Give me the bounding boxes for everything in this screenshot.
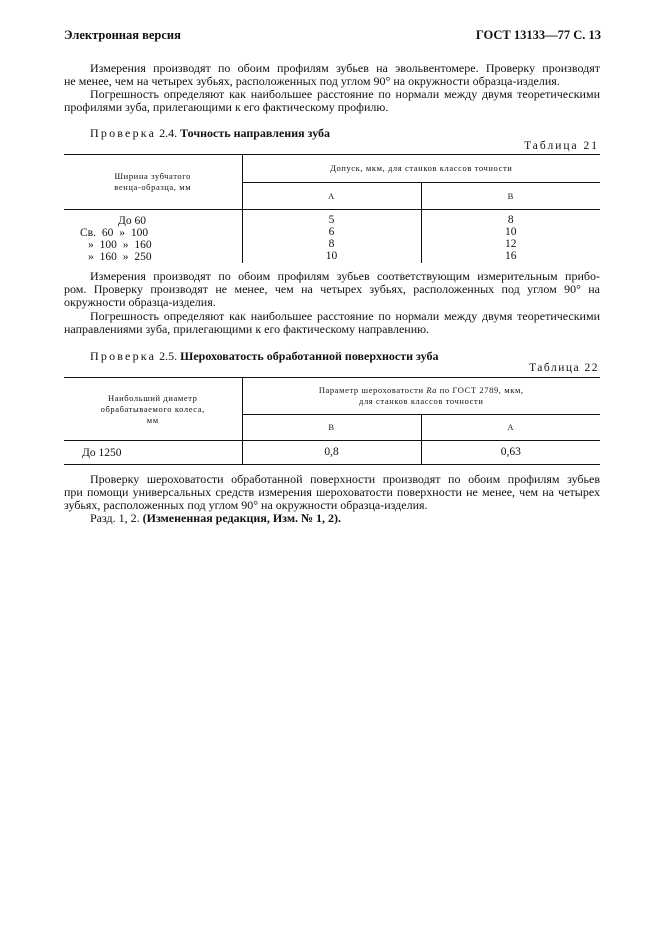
table-22-col1-header: [64, 378, 242, 441]
cell-value: 10: [242, 251, 421, 263]
ra-symbol: Ra: [426, 385, 438, 395]
table-22-subheader-b: В: [242, 415, 421, 441]
header-text: Параметр шероховатости: [318, 385, 427, 395]
row-label: » 160 » 250: [64, 251, 242, 263]
header-line: обрабатываемого колеса,: [100, 403, 205, 414]
table-22: [64, 377, 600, 465]
paragraph-measurement-profiles: [64, 62, 600, 88]
section-heading-2-4: [90, 126, 330, 141]
check-word: Проверка: [90, 349, 157, 363]
table-row: [64, 251, 600, 263]
table-21: [64, 154, 600, 263]
text-line: не менее, чем на четырех зубьях, расположенных под углом 90° на окружности образца-изделия.: [64, 74, 560, 89]
table-22-group-header: [242, 378, 600, 415]
row-label: » 100 » 160: [64, 239, 242, 251]
table-row: [64, 215, 600, 227]
table-row: [64, 227, 600, 239]
row-label: До 1250: [64, 441, 242, 465]
header-line: для станков классов точности: [359, 396, 484, 406]
text-line: Погрешность определяют как наибольшее расстояние по нормали между двумя теоретическими: [90, 87, 600, 101]
check-title: Шероховатость обработанной поверхности зуба: [180, 349, 439, 363]
section-heading-2-5: [90, 349, 438, 364]
text-line: окружности образца-изделия.: [64, 295, 216, 310]
cell-value: 0,8: [242, 441, 421, 465]
header-line: Ширина зубчатого: [114, 171, 191, 181]
check-title: Точность направления зуба: [180, 126, 331, 140]
cell-value: 12: [505, 238, 517, 250]
header-line: венца-образца, мм: [114, 182, 192, 192]
cell-value: 16: [505, 250, 517, 262]
header-text: по ГОСТ 2789, мкм,: [437, 385, 524, 395]
table-21-caption: Таблица 21: [524, 140, 599, 152]
table-21-subheader-a: А: [242, 183, 421, 210]
header-line: Наибольший диаметр: [108, 392, 198, 403]
text-line: Проверку шероховатости обработанной поверхности производят по обоим профилям зубьев: [90, 472, 600, 486]
text-line: Измерения производят по обоим профилям зубьев на эвольвентомере. Проверку производят: [90, 61, 600, 75]
paragraph-error-direction: [64, 310, 600, 336]
table-21-group-header: Допуск, мкм, для станков классов точности: [242, 155, 600, 183]
paragraph-direction-measurement: [64, 270, 600, 310]
row-label: Св. 60 » 100: [64, 227, 242, 239]
check-word: Проверка: [90, 126, 157, 140]
table-22-subheader-a: А: [421, 415, 600, 441]
header-line: [243, 385, 601, 396]
text-line: Измерения производят по обоим профилям зубьев соответствующим измерительным прибо-: [90, 269, 600, 283]
cell-value: 8: [507, 214, 514, 226]
cell-value: 6: [242, 227, 421, 239]
table-row: [64, 239, 600, 251]
cell-value: 8: [242, 239, 421, 251]
check-number: 2.5.: [159, 349, 178, 363]
header-standard-page: ГОСТ 13133—77 С. 13: [475, 28, 601, 42]
text-line: направлениями зуба, прилегающими к его фактическому направлению.: [64, 322, 430, 337]
cell-value: 0,63: [421, 441, 600, 465]
text-line: ром. Проверку производят не менее, чем на четырех зубьях, расположенных под углом 90° на: [64, 282, 600, 297]
table-21-subheader-b: В: [421, 183, 600, 210]
text-line: профилями зуба, прилегающими к его фактическому профилю.: [64, 100, 389, 115]
table-21-col1-header: [64, 155, 242, 210]
row-label: До 60: [64, 215, 242, 227]
paragraph-error-profile: [64, 88, 600, 114]
header-line: мм: [146, 414, 159, 425]
revision-prefix: Разд. 1, 2.: [90, 511, 143, 525]
table-row: [64, 441, 600, 465]
paragraph-roughness-check: [64, 473, 600, 513]
header-edition: Электронная версия: [64, 28, 181, 42]
check-number: 2.4.: [159, 126, 178, 140]
text-line: зубьях, расположенных под углом 90° на окружности образца-изделия.: [64, 498, 428, 513]
cell-value: 5: [242, 215, 421, 227]
text-line: при помощи универсальных средств измерения шероховатости поверхности не менее, чем на четырех: [64, 485, 600, 500]
text-line: Погрешность определяют как наибольшее расстояние по нормали между двумя теоретическими: [90, 309, 600, 323]
cell-value: 10: [505, 226, 517, 238]
revision-bold: (Измененная редакция, Изм. № 1, 2).: [142, 511, 342, 525]
paragraph-revision-note: [64, 512, 600, 525]
table-22-caption: Таблица 22: [529, 362, 599, 374]
